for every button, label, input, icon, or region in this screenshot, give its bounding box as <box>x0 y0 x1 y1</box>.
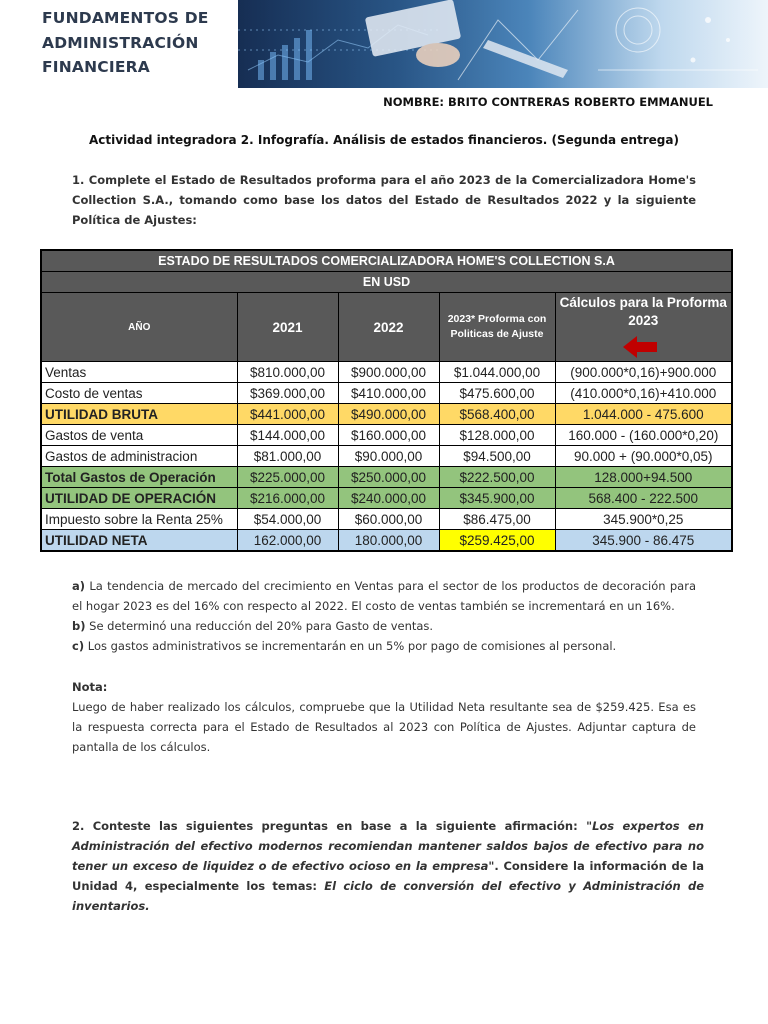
cell-2021: $144.000,00 <box>237 425 338 446</box>
cell-calc: 345.900 - 86.475 <box>555 530 732 552</box>
cell-2022: 180.000,00 <box>338 530 439 552</box>
header-year: AÑO <box>41 293 237 362</box>
row-label: Gastos de venta <box>41 425 237 446</box>
table-row-total-gastos <box>41 467 732 488</box>
cell-2021: $369.000,00 <box>237 383 338 404</box>
table-row <box>41 383 732 404</box>
cell-2021: 162.000,00 <box>237 530 338 552</box>
course-title-line-1: FUNDAMENTOS DE <box>42 9 209 27</box>
cell-2021: $81.000,00 <box>237 446 338 467</box>
table-row <box>41 362 732 383</box>
row-label: Total Gastos de Operación <box>41 467 237 488</box>
question-2 <box>72 816 704 916</box>
note-text: Luego de haber realizado los cálculos, compruebe que la Utilidad Neta resultante sea de $259.425. Esa es la respuesta correcta para el Estado de Resultados al 2023 con Política de Ajustes. Adjuntar captura de pantalla de los cálculos. <box>72 700 696 754</box>
cell-2023: $94.500,00 <box>439 446 555 467</box>
policy-c-label: c) <box>72 639 85 653</box>
question-1: 1. Complete el Estado de Resultados proforma para el año 2023 de la Comercializadora Home's Collection S.A., tomando como base los datos del Estado de Resultados 2022 y la siguiente Política de Ajustes: <box>72 173 696 227</box>
question-2-intro: 2. Conteste las siguientes preguntas en base a la siguiente afirmación: <box>72 819 587 833</box>
cell-2022: $250.000,00 <box>338 467 439 488</box>
header-banner-image <box>238 0 768 88</box>
cell-2021: $216.000,00 <box>237 488 338 509</box>
table-row <box>41 425 732 446</box>
cell-2022: $410.000,00 <box>338 383 439 404</box>
document-header <box>0 0 768 88</box>
cell-calc: 568.400 - 222.500 <box>555 488 732 509</box>
cell-2023: $128.000,00 <box>439 425 555 446</box>
finance-banner-illustration <box>238 0 768 88</box>
cell-2022: $490.000,00 <box>338 404 439 425</box>
table-currency: EN USD <box>41 272 732 293</box>
question-2-quote: "Los expertos en Administración del efectivo modernos recomiendan mantener saldos bajos de efectivo para no tener un exceso de liquidez o de efectivo ocioso en la empresa" <box>72 819 704 873</box>
row-label: Costo de ventas <box>41 383 237 404</box>
header-calculations <box>555 293 732 362</box>
student-name: NOMBRE: BRITO CONTRERAS ROBERTO EMMANUEL <box>383 95 713 109</box>
policy-b <box>72 616 696 636</box>
cell-2023: $475.600,00 <box>439 383 555 404</box>
cell-2023: $1.044.000,00 <box>439 362 555 383</box>
table-row <box>41 509 732 530</box>
policy-c <box>72 636 696 656</box>
header-calculations-label: Cálculos para la Proforma 2023 <box>559 295 727 328</box>
table-row-utilidad-neta <box>41 530 732 552</box>
cell-calc: 1.044.000 - 475.600 <box>555 404 732 425</box>
row-label: Impuesto sobre la Renta 25% <box>41 509 237 530</box>
table-currency-row <box>41 272 732 293</box>
policy-c-text: Los gastos administrativos se incrementarán en un 5% por pago de comisiones al personal. <box>84 639 617 653</box>
policy-b-text: Se determinó una reducción del 20% para Gasto de ventas. <box>85 619 434 633</box>
cell-2021: $54.000,00 <box>237 509 338 530</box>
cell-2022: $900.000,00 <box>338 362 439 383</box>
cell-2022: $240.000,00 <box>338 488 439 509</box>
row-label: Ventas <box>41 362 237 383</box>
cell-calc: (410.000*0,16)+410.000 <box>555 383 732 404</box>
cell-2023-highlighted: $259.425,00 <box>439 530 555 552</box>
question-2-instructions: . Considere la información de la Unidad 4, especialmente los temas: <box>72 859 704 893</box>
row-label: UTILIDAD NETA <box>41 530 237 552</box>
cell-2022: $90.000,00 <box>338 446 439 467</box>
table-row <box>41 446 732 467</box>
cell-2022: $60.000,00 <box>338 509 439 530</box>
cell-calc: 128.000+94.500 <box>555 467 732 488</box>
cell-2023: $222.500,00 <box>439 467 555 488</box>
income-statement-table <box>40 249 733 552</box>
policy-a-label: a) <box>72 579 86 593</box>
table-title: ESTADO DE RESULTADOS COMERCIALIZADORA HOME'S COLLECTION S.A <box>41 250 732 272</box>
table-row-utilidad-operacion <box>41 488 732 509</box>
cell-2021: $225.000,00 <box>237 467 338 488</box>
note-section <box>72 677 696 757</box>
cell-2023: $86.475,00 <box>439 509 555 530</box>
course-title-line-2: ADMINISTRACIÓN <box>42 33 199 52</box>
row-label: UTILIDAD DE OPERACIÓN <box>41 488 237 509</box>
course-title <box>42 6 209 80</box>
cell-2023: $345.900,00 <box>439 488 555 509</box>
cell-calc: (900.000*0,16)+900.000 <box>555 362 732 383</box>
cell-2021: $810.000,00 <box>237 362 338 383</box>
policy-a <box>72 576 696 616</box>
cell-2023: $568.400,00 <box>439 404 555 425</box>
header-2022: 2022 <box>338 293 439 362</box>
row-label: Gastos de administracion <box>41 446 237 467</box>
policy-b-label: b) <box>72 619 86 633</box>
header-2021: 2021 <box>237 293 338 362</box>
course-title-line-3: FINANCIERA <box>42 58 150 76</box>
activity-title: Actividad integradora 2. Infografía. Análisis de estados financieros. (Segunda entrega) <box>89 133 679 147</box>
question-2-topics: El ciclo de conversión del efectivo y Administración de inventarios. <box>72 879 705 913</box>
cell-calc: 90.000 + (90.000*0,05) <box>555 446 732 467</box>
note-title: Nota: <box>72 680 108 694</box>
table-row-utilidad-bruta <box>41 404 732 425</box>
arrow-left-icon <box>623 336 663 358</box>
cell-2022: $160.000,00 <box>338 425 439 446</box>
table-header-row <box>41 293 732 362</box>
table-title-row <box>41 250 732 272</box>
row-label: UTILIDAD BRUTA <box>41 404 237 425</box>
adjustment-policies <box>72 576 696 656</box>
cell-2021: $441.000,00 <box>237 404 338 425</box>
policy-a-text: La tendencia de mercado del crecimiento en Ventas para el sector de los productos de decoración para el hogar 2023 es del 16% con respecto al 2022. El costo de ventas también se incrementará en un 16%. <box>72 579 696 613</box>
header-proforma-2023: 2023* Proforma con Politicas de Ajuste <box>439 293 555 362</box>
cell-calc: 160.000 - (160.000*0,20) <box>555 425 732 446</box>
cell-calc: 345.900*0,25 <box>555 509 732 530</box>
